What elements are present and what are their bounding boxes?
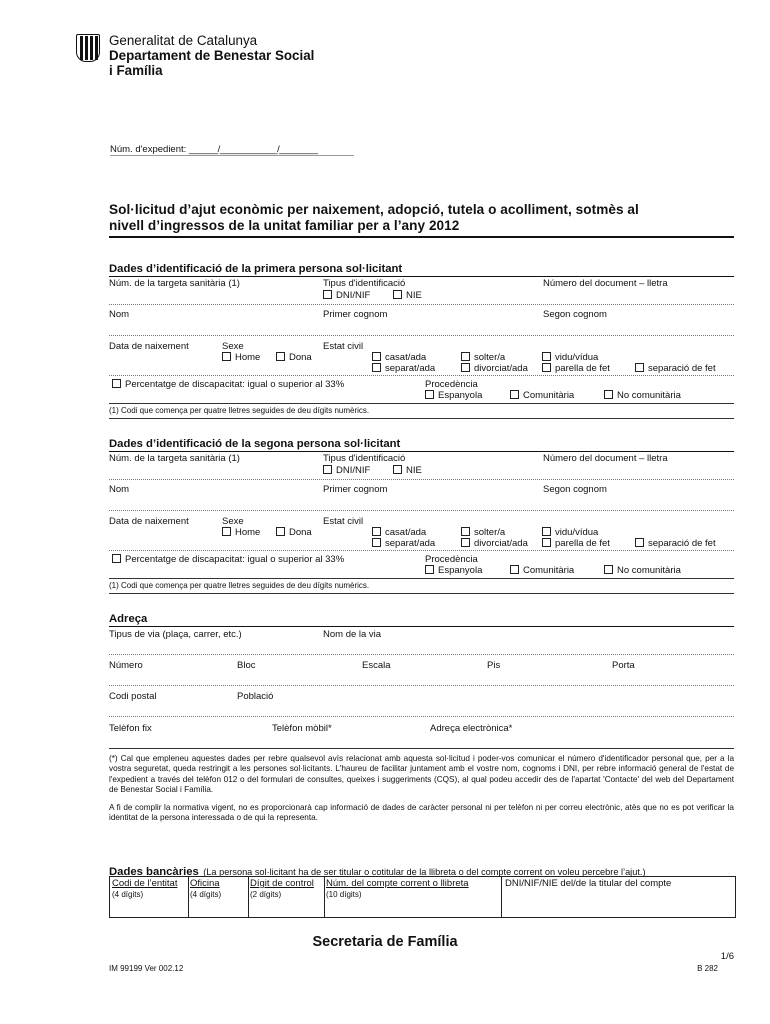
person-1-nie-option[interactable] [393, 290, 422, 302]
person-2-male-option-checkbox-icon[interactable] [222, 527, 231, 536]
institution-line-3: i Família [109, 63, 163, 78]
person-2-married-option-checkbox-icon[interactable] [372, 527, 381, 536]
person-2-partner-option-checkbox-icon[interactable] [542, 538, 551, 547]
bank-office-label: Oficina [190, 878, 220, 889]
person-1-de-facto-separation-option-label: separació de fet [648, 363, 716, 374]
bank-account-label: Núm. del compte corrent o llibreta [326, 878, 469, 889]
person-1-spanish-option-label: Espanyola [438, 390, 483, 401]
person-1-nie-option-checkbox-icon[interactable] [393, 290, 402, 299]
person-1-document-number-field[interactable]: Número del document – lletra [543, 278, 668, 289]
person-2-eu-option[interactable] [510, 565, 574, 577]
bank-entity-label: Codi de l’entitat [112, 878, 178, 889]
person-2-female-option[interactable] [276, 527, 312, 539]
person-1-divorced-option[interactable] [461, 363, 528, 375]
person-1-non-eu-option-checkbox-icon[interactable] [604, 390, 613, 399]
bank-control-label: Dígit de control [250, 878, 314, 889]
person-1-widowed-option-checkbox-icon[interactable] [542, 352, 551, 361]
person-1-civil-status-label: Estat civil [323, 341, 364, 352]
person-1-male-option-checkbox-icon[interactable] [222, 352, 231, 361]
person-2-disability-option[interactable] [112, 554, 344, 566]
via-type-field[interactable]: Tipus de via (plaça, carrer, etc.) [109, 629, 242, 640]
person-1-widowed-option-label: vidu/vídua [555, 352, 599, 363]
person-2-partner-option-label: parella de fet [555, 538, 610, 549]
person-2-spanish-option[interactable] [425, 565, 482, 577]
person-2-de-facto-separation-option-checkbox-icon[interactable] [635, 538, 644, 547]
mobile-field[interactable]: Telèfon mòbil* [272, 723, 332, 734]
form-title-line-2: nivell d’ingressos de la unitat familiar per a l’any 2012 [109, 218, 460, 233]
bank-office-digits: (4 dígits) [190, 890, 222, 899]
institution-line-2: Departament de Benestar Social [109, 48, 315, 63]
bank-table [109, 876, 736, 918]
person-1-surname2-field[interactable]: Segon cognom [543, 309, 607, 320]
person-2-de-facto-separation-option[interactable] [635, 538, 716, 550]
person-1-surname1-field[interactable]: Primer cognom [323, 309, 388, 320]
person-2-partner-option[interactable] [542, 538, 610, 550]
number-field[interactable]: Número [109, 660, 143, 671]
person-1-footnote: (1) Codi que comença per quatre lletres seguides de deu dígits numèrics. [109, 406, 370, 415]
person-1-de-facto-separation-option[interactable] [635, 363, 716, 375]
person-2-eu-option-label: Comunitària [523, 565, 575, 576]
person-2-female-option-label: Dona [289, 527, 312, 538]
person-2-separated-option-checkbox-icon[interactable] [372, 538, 381, 547]
person-1-de-facto-separation-option-checkbox-icon[interactable] [635, 363, 644, 372]
person-2-separated-option-label: separat/ada [385, 538, 436, 549]
generalitat-logo-icon [76, 34, 100, 62]
person-2-sex-label: Sexe [222, 516, 244, 527]
person-1-birthdate-field[interactable]: Data de naixement [109, 341, 189, 352]
person-1-female-option-label: Dona [289, 352, 312, 363]
person-2-birthdate-field[interactable]: Data de naixement [109, 516, 189, 527]
person-2-heading: Dades d’identificació de la segona persona sol·licitant [109, 438, 401, 450]
person-2-health-card-field[interactable]: Núm. de la targeta sanitària (1) [109, 453, 240, 464]
landline-field[interactable]: Telèfon fix [109, 723, 152, 734]
address-heading: Adreça [109, 613, 148, 625]
person-1-disability-option-label: Percentatge de discapacitat: igual o superior al 33% [125, 379, 345, 390]
person-1-non-eu-option-label: No comunitària [617, 390, 681, 401]
person-1-partner-option[interactable] [542, 363, 610, 375]
person-2-spanish-option-checkbox-icon[interactable] [425, 565, 434, 574]
person-1-sex-label: Sexe [222, 341, 244, 352]
via-name-field[interactable]: Nom de la via [323, 629, 382, 640]
person-2-widowed-option-label: vidu/vídua [555, 527, 599, 538]
person-2-nie-option[interactable] [393, 465, 422, 477]
person-2-name-field[interactable]: Nom [109, 484, 130, 495]
person-1-nie-option-label: NIE [406, 290, 422, 301]
bank-entity-digits: (4 dígits) [112, 890, 144, 899]
institution-line-1: Generalitat de Catalunya [109, 33, 258, 48]
person-1-eu-option-checkbox-icon[interactable] [510, 390, 519, 399]
privacy-note: A fi de complir la normativa vigent, no es proporcionarà cap informació de dades de caràcter personal ni per telèfon ni per correu electrònic, atès que no es pot verificar la identitat de la persona interessada o de qui la representa. [109, 803, 734, 823]
person-1-divorced-option-label: divorciat/ada [474, 363, 528, 374]
person-2-male-option-label: Home [235, 527, 261, 538]
person-2-spanish-option-label: Espanyola [438, 565, 483, 576]
person-1-dni-option-checkbox-icon[interactable] [323, 290, 332, 299]
person-2-single-option-checkbox-icon[interactable] [461, 527, 470, 536]
town-field[interactable]: Població [237, 691, 274, 702]
bank-control-digits: (2 dígits) [250, 890, 282, 899]
person-1-disability-option-checkbox-icon[interactable] [112, 379, 121, 388]
person-1-origin-label: Procedència [425, 379, 478, 390]
person-1-eu-option-label: Comunitària [523, 390, 575, 401]
person-2-civil-status-label: Estat civil [323, 516, 364, 527]
person-2-single-option-label: solter/a [474, 527, 506, 538]
person-2-dni-option[interactable] [323, 465, 370, 477]
person-1-dni-option[interactable] [323, 290, 370, 302]
expedient-label: Núm. d'expedient: [110, 144, 187, 155]
person-2-nie-option-label: NIE [406, 465, 422, 476]
person-2-eu-option-checkbox-icon[interactable] [510, 565, 519, 574]
person-1-female-option-checkbox-icon[interactable] [276, 352, 285, 361]
bank-control-field[interactable] [250, 878, 314, 890]
person-1-separated-option[interactable] [372, 363, 435, 375]
person-1-partner-option-checkbox-icon[interactable] [542, 363, 551, 372]
form-ref: B 282 [697, 964, 718, 973]
person-1-dni-option-label: DNI/NIF [336, 290, 371, 301]
person-1-name-field[interactable]: Nom [109, 309, 130, 320]
person-1-separated-option-checkbox-icon[interactable] [372, 363, 381, 372]
person-2-dni-option-label: DNI/NIF [336, 465, 371, 476]
person-2-document-number-field[interactable]: Número del document – lletra [543, 453, 668, 464]
bank-office-field[interactable] [190, 878, 220, 890]
person-2-disability-option-checkbox-icon[interactable] [112, 554, 121, 563]
person-2-nie-option-checkbox-icon[interactable] [393, 465, 402, 474]
person-2-origin-label: Procedència [425, 554, 478, 565]
expedient-blank: ______/____________/________ [188, 144, 318, 155]
person-2-de-facto-separation-option-label: separació de fet [648, 538, 716, 549]
form-code: IM 99199 Ver 002.12 [109, 964, 184, 973]
person-2-widowed-option-checkbox-icon[interactable] [542, 527, 551, 536]
person-1-male-option-label: Home [235, 352, 261, 363]
person-1-single-option-checkbox-icon[interactable] [461, 352, 470, 361]
bank-heading-title: Dades bancàries [109, 866, 199, 878]
person-2-divorced-option-label: divorciat/ada [474, 538, 528, 549]
person-1-spanish-option-checkbox-icon[interactable] [425, 390, 434, 399]
person-2-footnote: (1) Codi que comença per quatre lletres seguides de deu dígits numèrics. [109, 581, 370, 590]
bank-account-digits: (10 dígits) [326, 890, 362, 899]
form-title-line-1: Sol·licitud d’ajut econòmic per naixement, adopció, tutela o acolliment, sotmès al [109, 202, 639, 217]
person-2-married-option-label: casat/ada [385, 527, 427, 538]
block-field[interactable]: Bloc [237, 660, 256, 671]
person-1-non-eu-option[interactable] [604, 390, 681, 402]
institution-header [109, 33, 314, 78]
bank-heading-subtitle: (La persona sol·licitant ha de ser titular o cotitular de la llibreta o del compte corrent on voleu percebre l’ajut.) [203, 867, 646, 877]
person-1-single-option-label: solter/a [474, 352, 506, 363]
person-1-separated-option-label: separat/ada [385, 363, 436, 374]
account-holder-field[interactable]: DNI/NIF/NIE del/de la titular del compte [505, 878, 672, 889]
person-1-heading: Dades d’identificació de la primera persona sol·licitant [109, 263, 403, 275]
person-1-male-option[interactable] [222, 352, 260, 364]
page-number: 1/6 [720, 951, 734, 962]
person-2-id-type-label: Tipus d'identificació [323, 453, 406, 464]
postal-code-field[interactable]: Codi postal [109, 691, 157, 702]
person-1-spanish-option[interactable] [425, 390, 482, 402]
person-2-surname2-field[interactable]: Segon cognom [543, 484, 607, 495]
floor-field[interactable]: Pis [487, 660, 501, 671]
contact-note: (*) Cal que empleneu aquestes dades per rebre qualsevol avís relacionat amb aquesta sol·licitud i poder-vos comunicar el número d'identificador personal que, per a la vostra seguretat, queda restringit a les persones sol·licitants. L'haureu de facilitar juntament amb el vostre nom, cognoms i DNI, per rebre informació general de l'estat de l'expedient a través del telèfon 012 o del formulari de consultes, queixes i suggeriments (CQS), al qual podeu accedir des de l'apartat 'Contacte' del web del Departament de Benestar Social i Família. [109, 754, 734, 795]
door-field[interactable]: Porta [612, 660, 635, 671]
person-2-divorced-option-checkbox-icon[interactable] [461, 538, 470, 547]
bank-account-field[interactable] [326, 878, 469, 890]
person-2-divorced-option[interactable] [461, 538, 528, 550]
person-1-health-card-field[interactable]: Núm. de la targeta sanitària (1) [109, 278, 240, 289]
person-2-non-eu-option[interactable] [604, 565, 681, 577]
person-1-partner-option-label: parella de fet [555, 363, 610, 374]
person-2-non-eu-option-label: No comunitària [617, 565, 681, 576]
person-1-married-option-label: casat/ada [385, 352, 427, 363]
person-2-surname1-field[interactable]: Primer cognom [323, 484, 388, 495]
person-1-divorced-option-checkbox-icon[interactable] [461, 363, 470, 372]
person-1-female-option[interactable] [276, 352, 312, 364]
person-1-disability-option[interactable] [112, 379, 344, 391]
person-2-non-eu-option-checkbox-icon[interactable] [604, 565, 613, 574]
form-title [109, 202, 734, 234]
secretaria-label: Secretaria de Família [312, 934, 458, 950]
stair-field[interactable]: Escala [362, 660, 391, 671]
person-2-separated-option[interactable] [372, 538, 435, 550]
person-2-male-option[interactable] [222, 527, 260, 539]
person-1-id-type-label: Tipus d'identificació [323, 278, 406, 289]
bank-entity-field[interactable] [112, 878, 177, 890]
email-field[interactable]: Adreça electrònica* [430, 723, 513, 734]
person-1-married-option-checkbox-icon[interactable] [372, 352, 381, 361]
person-2-disability-option-label: Percentatge de discapacitat: igual o superior al 33% [125, 554, 345, 565]
person-1-eu-option[interactable] [510, 390, 574, 402]
person-2-female-option-checkbox-icon[interactable] [276, 527, 285, 536]
person-2-dni-option-checkbox-icon[interactable] [323, 465, 332, 474]
